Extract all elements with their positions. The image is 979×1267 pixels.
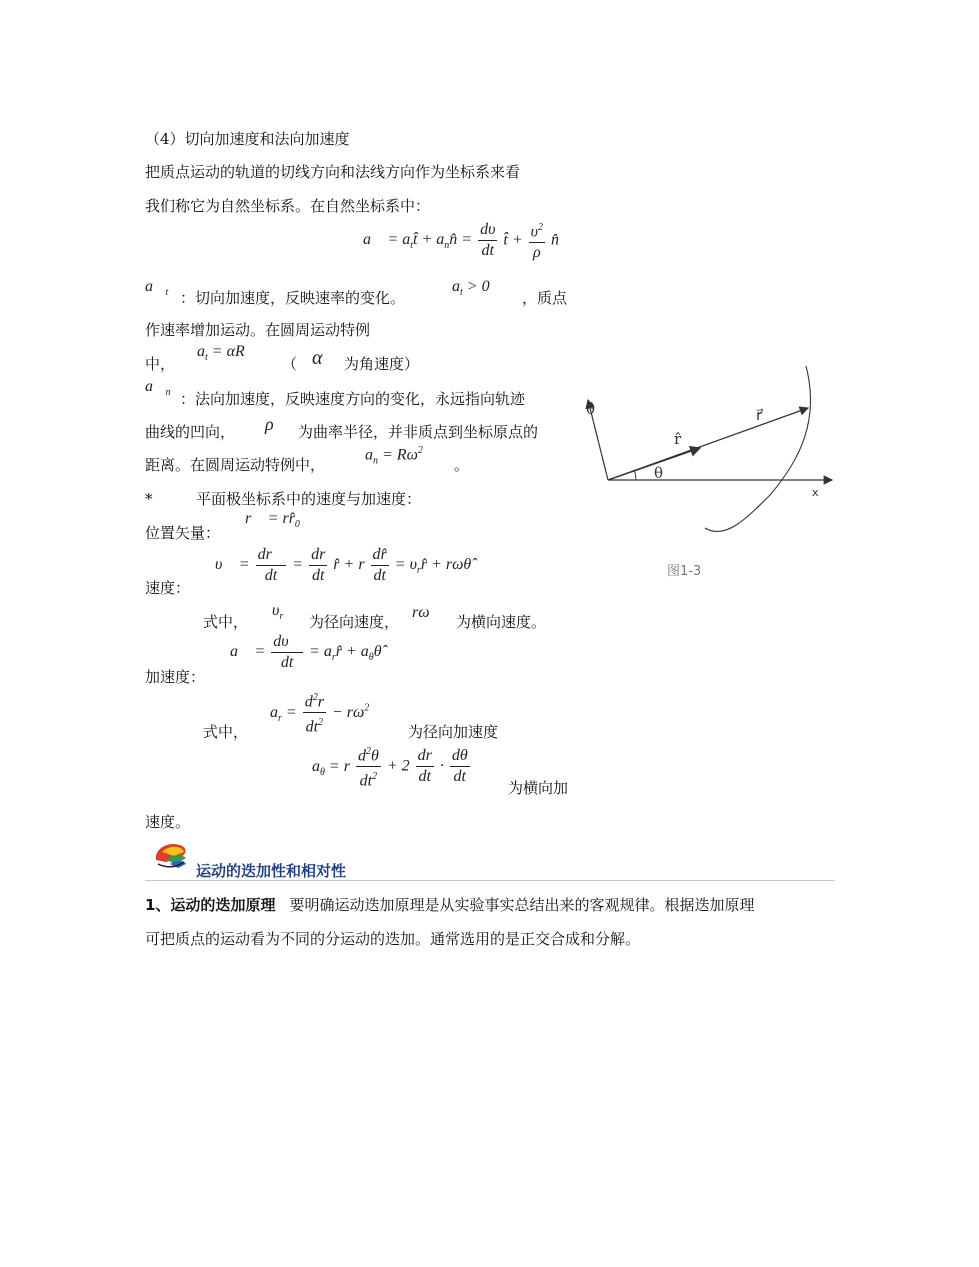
section-item-text-1: 要明确运动迭加原理是从实验事实总结出来的客观规律。根据迭加原理 xyxy=(289,896,755,914)
formula-transverse-acceleration: $a_\theta = r$ $\frac{d^2\theta}{dt^2}$ + 2 $\frac{dr}{dt}$ · $\frac{d\theta}{dt}$ xyxy=(312,742,472,792)
normal-desc: ：法向加速度，反映速度方向的变化，永远指向轨迹 xyxy=(180,390,526,408)
formula-radial-acceleration: $a_r$ = $\frac{d^2r}{dt^2}$ − $r\omega^2$ xyxy=(270,688,369,738)
section-item-label: 1、运动的迭加原理 xyxy=(145,896,276,914)
angular-velocity-note: 为角速度） xyxy=(344,355,420,373)
where-label-2: 式中， xyxy=(203,723,249,741)
section-item-text-2: 可把质点的运动看为不同的分运动的迭加。通常选用的是正交合成和分解。 xyxy=(145,930,641,948)
label-theta: θ xyxy=(654,464,664,482)
label-theta-hat: θ̂ xyxy=(586,400,596,418)
angle-arc xyxy=(634,470,636,480)
acceleration-label: 加速度： xyxy=(145,668,206,686)
subsection-heading: （4）切向加速度和法向加速度 xyxy=(145,130,350,148)
tangential-note: ，质点 xyxy=(522,289,568,307)
label-x: x xyxy=(812,486,819,499)
velocity-label: 速度： xyxy=(145,579,191,597)
symbol-an-vector: $a⃗_n$ xyxy=(145,378,171,399)
intro-line-2: 我们称它为自然坐标系。在自然坐标系中： xyxy=(145,197,431,215)
transverse-velocity-note: 为横向速度。 xyxy=(456,613,547,631)
label-r-vector: r⃗ xyxy=(756,406,763,424)
condition-at-positive: $a_t > 0$ xyxy=(452,278,490,299)
radial-velocity-note: 为径向速度， xyxy=(309,613,400,631)
polar-title: 平面极坐标系中的速度与加速度： xyxy=(196,490,422,508)
formula-position: r⃗ = $rr̂_0$ xyxy=(245,510,300,531)
label-r-hat: r̂ xyxy=(674,430,682,448)
section-item-line-1 xyxy=(145,895,754,915)
section-bullet-icon xyxy=(152,838,192,872)
paren-open: （ xyxy=(282,355,298,373)
figure-caption: 图1-3 xyxy=(667,564,702,579)
symbol-r-omega: rω xyxy=(412,604,430,621)
formula-at-circular: $a_t = \alpha R$ xyxy=(197,343,245,364)
section-title: 运动的迭加性和相对性 xyxy=(196,862,347,880)
normal-line-3a: 距离。在圆周运动特例中， xyxy=(145,456,326,474)
formula-an-circular: $a_n = R\omega^2$ xyxy=(365,445,423,467)
normal-line-2a: 曲线的凹向， xyxy=(145,423,236,441)
formula-acceleration: a⃗ = $\frac{d\upsilon⃗}{dt}$ = $a_rr̂$ + $a_\theta\thetâ$ xyxy=(230,633,382,671)
bullet-star: * xyxy=(145,490,153,508)
position-label: 位置矢量： xyxy=(145,524,221,542)
transverse-acceleration-end: 速度。 xyxy=(145,813,191,831)
symbol-alpha: α xyxy=(312,347,323,369)
symbol-rho: ρ xyxy=(265,414,274,434)
transverse-acceleration-note: 为横向加 xyxy=(508,779,569,797)
formula-velocity: υ⃗ = $\frac{dr⃗}{dt}$ = $\frac{dr}{dt}$ r̂ + r $\frac{dr̂}{dt}$ = $\upsilon_rr̂$ + rωθ̂ xyxy=(215,546,472,584)
normal-line-2b: 为曲率半径，并非质点到坐标原点的 xyxy=(298,423,539,441)
symbol-at-vector: $a⃗_t$ xyxy=(145,278,169,299)
normal-line-3b: 。 xyxy=(454,456,470,474)
figure-polar-coordinates xyxy=(570,360,850,600)
formula-natural-acceleration: a⃗ = $a_tt̂$ + $a_nn̂$ = $\frac{d\upsilon}{dt}$ t̂ + $\frac{\upsilon^2}{\rho}$ n̂ xyxy=(363,218,559,263)
section-divider xyxy=(145,880,835,881)
tangential-zhong: 中， xyxy=(145,355,176,373)
intro-line-1: 把质点运动的轨道的切线方向和法线方向作为坐标系来看 xyxy=(145,163,521,181)
radial-acceleration-note: 为径向加速度 xyxy=(408,723,499,741)
symbol-vr: $\upsilon_r$ xyxy=(272,602,284,623)
where-label-1: 式中， xyxy=(203,613,249,631)
tangential-line-2: 作速率增加运动。在圆周运动特例 xyxy=(145,321,371,339)
trajectory-curve xyxy=(705,366,811,532)
tangential-desc: ：切向加速度，反映速率的变化。 xyxy=(180,289,406,307)
